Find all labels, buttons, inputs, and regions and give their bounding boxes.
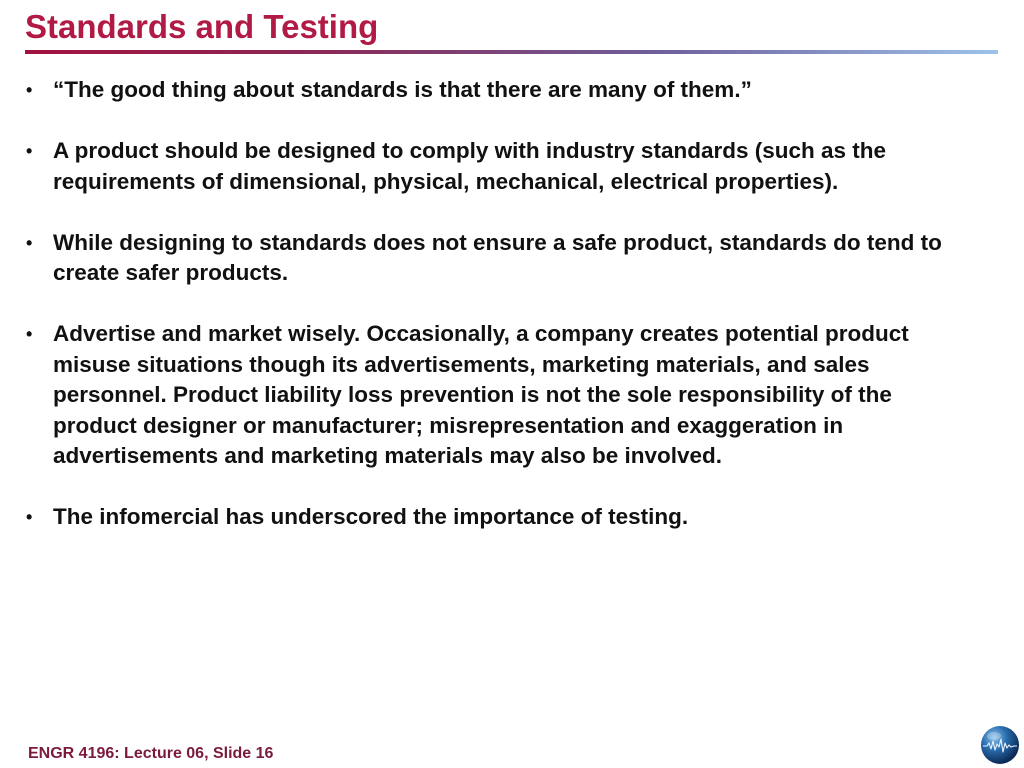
bullet-text: A product should be designed to comply with industry standards (such as the requirements of dimensional, physical, mechanical, electrical properties). <box>53 138 887 194</box>
bullet-dot: • <box>26 141 33 161</box>
title-underline <box>25 50 998 54</box>
bullet-item <box>25 228 970 289</box>
bullet-dot: • <box>26 80 33 100</box>
bullet-item <box>25 136 970 197</box>
bullet-item <box>25 319 970 472</box>
bullet-text: The infomercial has underscored the importance of testing. <box>53 504 689 529</box>
bullet-text: “The good thing about standards is that there are many of them.” <box>53 77 752 102</box>
bullet-text: Advertise and market wisely. Occasionally, a company creates potential product misuse situations though its advertisements, marketing materials, and sales personnel. Product liability loss prevention is not the sole responsibility of the product designer or manufacturer; misrepresentation and exaggeration in advertisements and marketing materials may also be involved. <box>53 321 909 468</box>
bullet-list <box>25 75 970 533</box>
bullet-item <box>25 75 970 106</box>
slide-title: Standards and Testing <box>25 8 379 45</box>
bullet-dot: • <box>26 507 33 527</box>
bullet-item <box>25 502 970 533</box>
bullet-text: While designing to standards does not ensure a safe product, standards do tend to create safer products. <box>53 229 942 285</box>
globe-waveform-icon <box>980 725 1020 765</box>
slide-footer: ENGR 4196: Lecture 06, Slide 16 <box>28 745 274 762</box>
bullet-dot: • <box>26 232 33 253</box>
bullet-dot: • <box>26 324 33 344</box>
